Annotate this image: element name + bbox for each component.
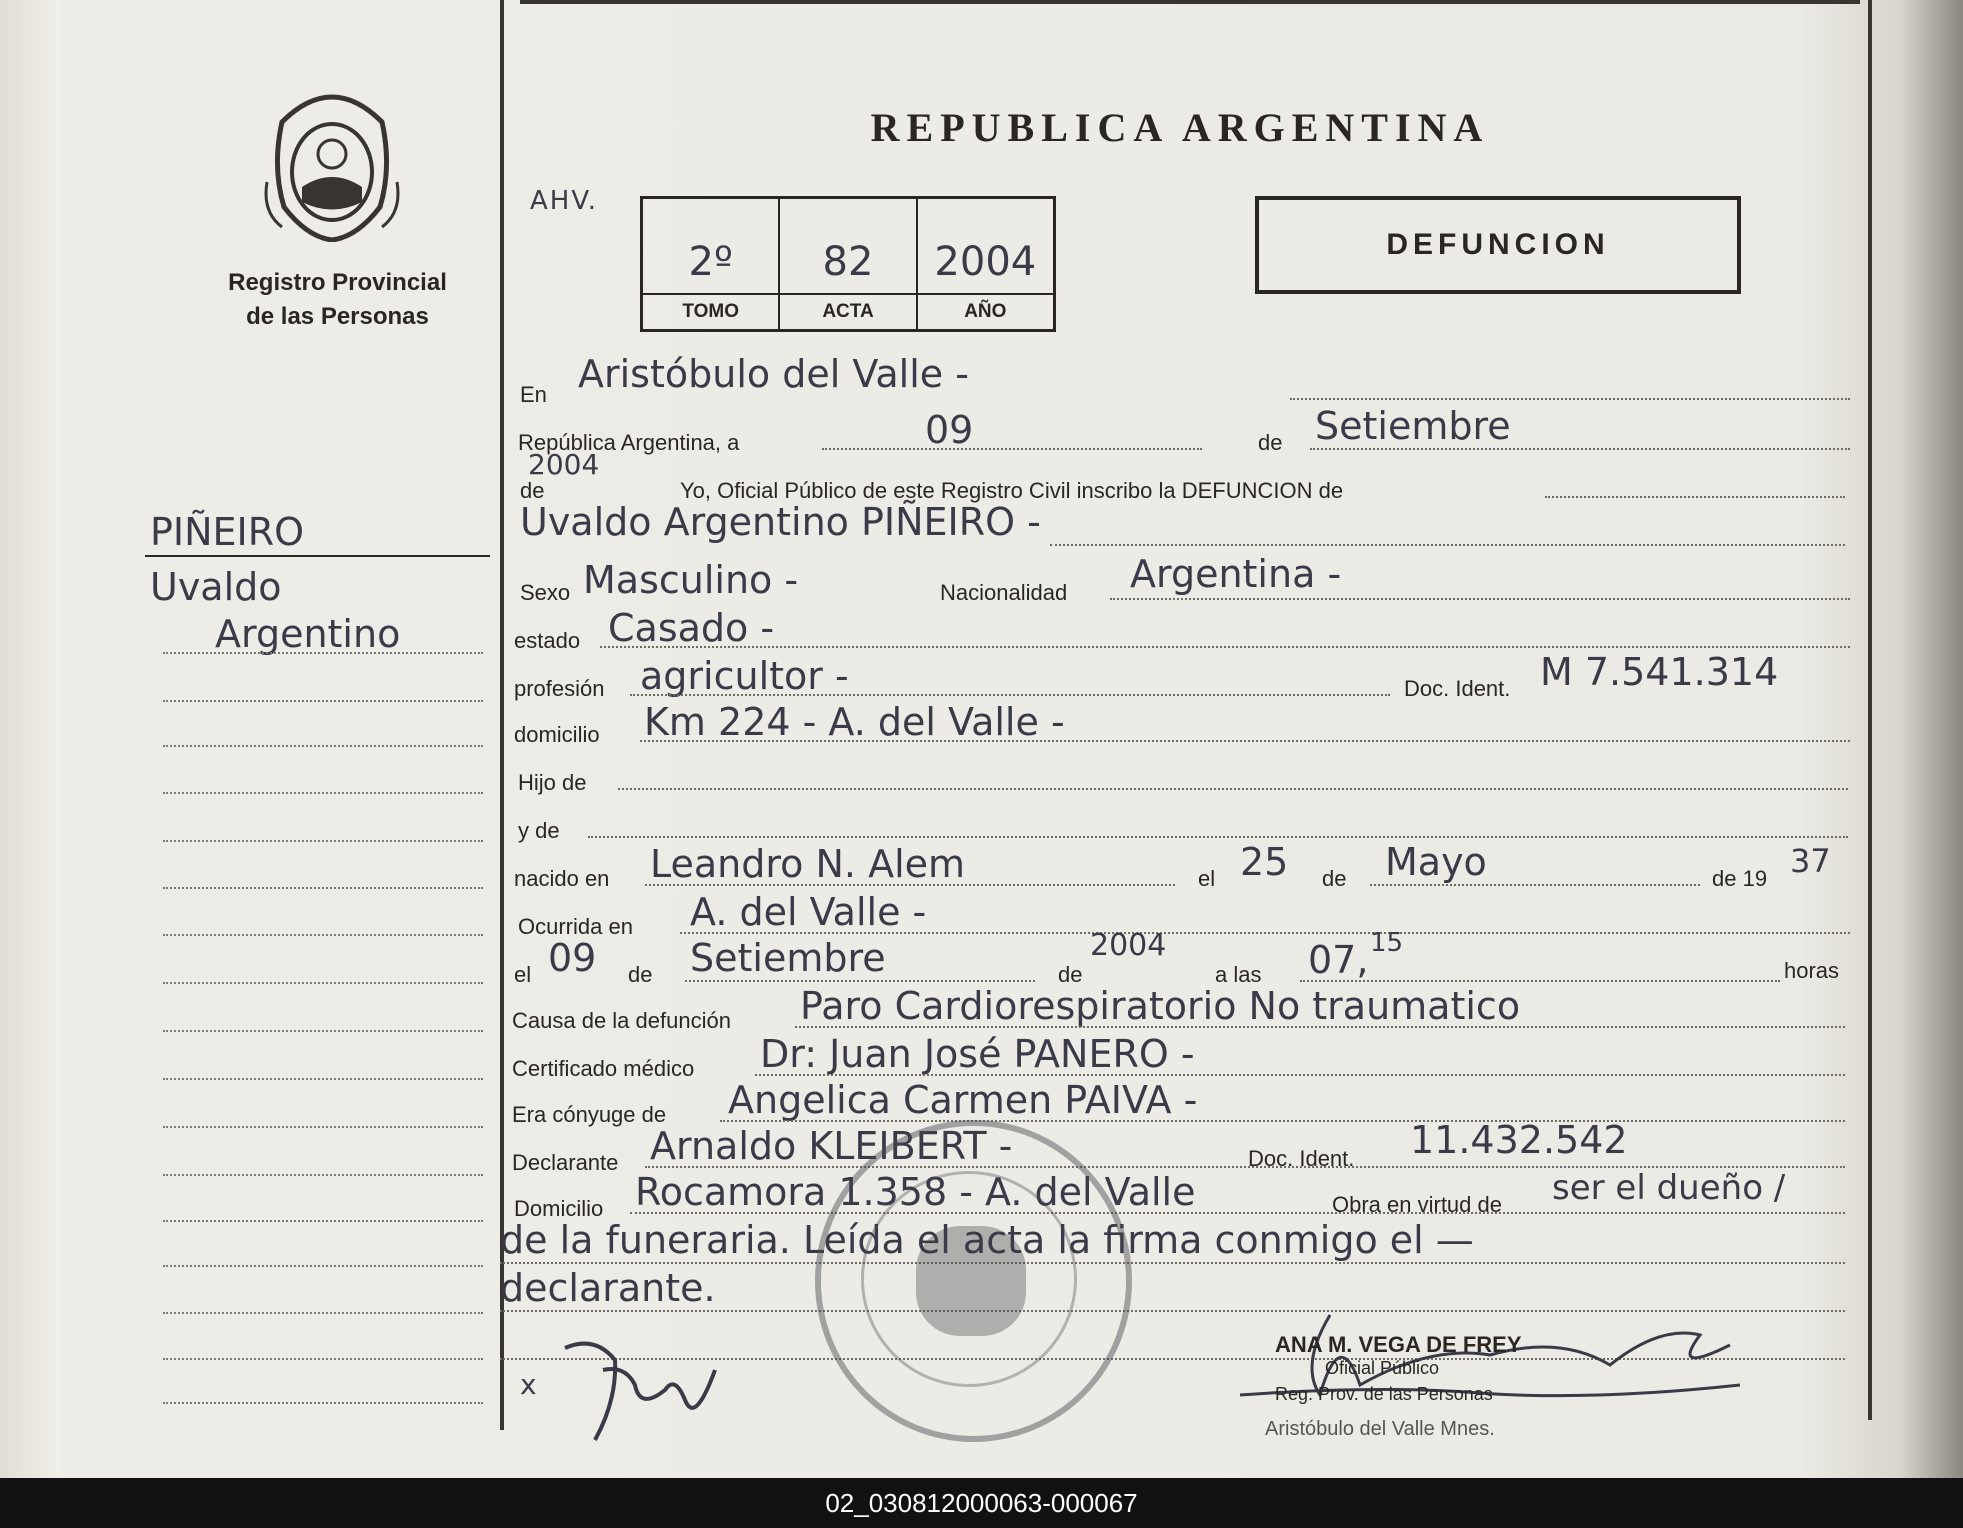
margin-line [163,1126,483,1128]
margin-line [163,652,483,654]
label-en: En [520,382,547,407]
label-domicilio: domicilio [514,722,600,747]
value-birth-year: 37 [1790,842,1831,880]
country-title: REPUBLICA ARGENTINA [870,105,1490,150]
value-continuation-2: declarante. [500,1266,716,1310]
dotted-line [630,694,1390,696]
value-doc-id: M 7.541.314 [1540,650,1779,694]
top-border [520,0,1860,4]
value-sex: Masculino - [583,558,799,602]
label-yo: Yo, Oficial Público de este Registro Civil inscribo la DEFUNCION de [680,478,1344,503]
label-de4: de [1058,962,1083,987]
dotted-line [645,884,1175,886]
round-official-stamp [815,1120,1132,1442]
dotted-line [680,932,1850,934]
value-birthplace: Leandro N. Alem [650,842,966,886]
margin-line [163,1358,483,1360]
label-horas: horas [1784,958,1840,983]
acta-label: ACTA [780,293,915,329]
value-birth-day: 25 [1240,840,1289,884]
margin-line [163,1265,483,1267]
label-sexo: Sexo [520,580,571,605]
dotted-line [1050,544,1845,546]
dotted-line [1370,884,1700,886]
value-death-minute: 15 [1370,928,1404,958]
dotted-line [1290,398,1850,400]
dotted-line [640,740,1850,742]
label-certificado: Certificado médico [512,1056,695,1081]
record-type-box: DEFUNCION [1255,196,1741,294]
margin-line [163,1078,483,1080]
label-conyuge: Era cónyuge de [512,1102,667,1127]
dotted-line [755,1074,1845,1076]
value-nationality: Argentina - [1130,552,1342,596]
dotted-line [1110,598,1850,600]
value-profession: agricultor - [640,654,849,698]
margin-line [163,1402,483,1404]
value-death-place: A. del Valle - [690,890,927,934]
anio-value: 2004 [934,239,1037,285]
dotted-line [630,1212,1845,1214]
official-office-stamp: Reg. Prov. de las Personas [1275,1384,1493,1404]
official-title-stamp: Oficial Público [1325,1358,1440,1378]
label-el: el [1198,866,1216,891]
dotted-line [500,1262,1845,1264]
signature-mark: x [520,1368,537,1401]
value-death-day: 09 [548,936,597,980]
margin-line [163,700,483,702]
provincial-seal-icon [262,92,402,242]
label-y-de: y de [518,818,560,843]
tomo-cell [643,199,780,329]
dotted-line [1545,496,1845,498]
value-declarant-address: Rocamora 1.358 - A. del Valle [635,1170,1196,1214]
margin-line [163,1174,483,1176]
margin-first-name: Uvaldo [150,565,282,609]
tomo-value: 2º [688,239,733,285]
value-day: 09 [925,408,974,452]
value-declarant-doc: 11.432.542 [1410,1118,1628,1162]
declarant-signature [555,1330,725,1450]
margin-line [163,982,483,984]
label-declarante: Declarante [512,1150,619,1175]
value-month: Setiembre [1315,404,1511,448]
label-profesion: profesión [514,676,605,701]
value-address: Km 224 - A. del Valle - [644,700,1065,744]
margin-line [163,1220,483,1222]
label-causa: Causa de la defunción [512,1008,731,1033]
label-a-las: a las [1215,962,1262,987]
registry-line2: de las Personas [246,303,429,330]
dotted-line [618,788,1848,790]
acta-cell [780,199,917,329]
dotted-line [720,1120,1845,1122]
margin-middle-name: Argentino [215,612,401,656]
label-estado: estado [514,628,581,653]
tomo-label: TOMO [643,293,778,329]
stamp-emblem [916,1226,1026,1336]
label-de-19: de 19 [1712,866,1768,891]
dotted-line [822,448,1202,450]
right-border [1868,0,1872,1420]
label-el2: el [514,962,532,987]
margin-line [163,934,483,936]
label-obra: Obra en virtud de [1332,1192,1502,1217]
label-domicilio2: Domicilio [514,1196,604,1221]
label-de: de [1258,430,1283,455]
dotted-line [588,836,1848,838]
value-death-year: 2004 [1090,928,1167,963]
margin-line [163,745,483,747]
page-left-edge [0,0,60,1478]
registry-title [190,266,485,334]
official-name-stamp: ANA M. VEGA DE FREY [1275,1332,1522,1357]
margin-line [163,840,483,842]
label-ocurrida-en: Ocurrida en [518,914,633,939]
label-nacido-en: nacido en [514,866,610,891]
label-nacionalidad: Nacionalidad [940,580,1068,605]
anio-cell [918,199,1053,329]
value-death-hour: 07, [1308,938,1369,982]
label-de2: de [1322,866,1347,891]
register-table [640,196,1056,332]
margin-line [163,1030,483,1032]
value-declarant: Arnaldo KLEIBERT - [650,1124,1013,1168]
dotted-line [1300,980,1780,982]
margin-line [163,1312,483,1314]
margin-line [163,887,483,889]
value-marital-status: Casado - [608,606,775,650]
value-continuation-1: de la funeraria. Leída el acta la firma conmigo el — [500,1218,1474,1262]
registry-line1: Registro Provincial [228,269,447,296]
value-place: Aristóbulo del Valle - [578,352,969,396]
dotted-line [1310,448,1850,450]
label-de3: de [628,962,653,987]
value-doctor: Dr: Juan José PANERO - [760,1032,1195,1076]
label-de-year: de [520,478,545,503]
abbreviation-note: AHV. [530,186,599,216]
margin-divider [500,0,504,1430]
margin-line [163,792,483,794]
label-doc-ident2: Doc. Ident. [1248,1146,1355,1171]
label-hijo-de: Hijo de [518,770,587,795]
margin-underline [145,555,490,557]
label-republica: República Argentina, a [518,430,740,455]
value-by-virtue: ser el dueño / [1552,1168,1786,1208]
value-spouse: Angelica Carmen PAIVA - [728,1078,1198,1122]
value-birth-month: Mayo [1385,840,1487,884]
value-year: 2004 [528,448,600,481]
label-doc-ident: Doc. Ident. [1404,676,1511,701]
dotted-line [685,980,1035,982]
dotted-line [795,1026,1845,1028]
acta-value: 82 [822,239,874,285]
anio-label: AÑO [918,293,1053,329]
official-location-stamp: Aristóbulo del Valle Mnes. [1265,1418,1495,1440]
value-cause: Paro Cardiorespiratorio No traumatico [800,984,1521,1028]
value-deceased: Uvaldo Argentino PIÑEIRO - [520,500,1041,544]
margin-surname: PIÑEIRO [150,510,305,554]
dotted-line [600,646,1850,648]
image-code-footer: 02_030812000063-000067 [0,1478,1963,1528]
value-death-month: Setiembre [690,936,886,980]
